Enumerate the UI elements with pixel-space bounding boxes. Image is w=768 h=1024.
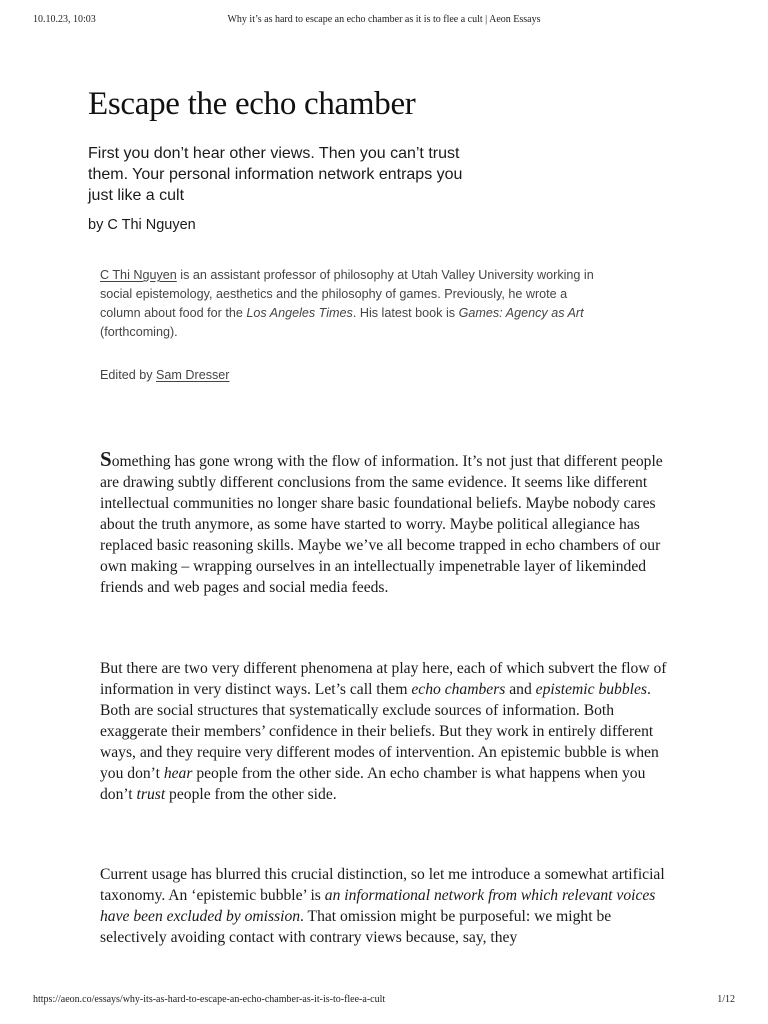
print-url: https://aeon.co/essays/why-its-as-hard-to-escape-an-echo-chamber-as-it-is-to-flee-a-cult: [33, 994, 386, 1005]
editor-credit: [100, 368, 230, 382]
paragraph-emphasis: an informational network from which relevant voices have been excluded by omission: [100, 887, 656, 925]
editor-prefix: Edited by: [100, 368, 157, 382]
print-page-title: Why it’s as hard to escape an echo chamber as it is to flee a cult | Aeon Essays: [227, 14, 541, 25]
paragraph-emphasis: trust: [136, 786, 166, 803]
bio-book-title: Games: Agency as Art: [458, 306, 584, 320]
paragraph-text: . Both are social structures that systematically exclude sources of information. Both exaggerate their members’ confidence in their beliefs. But they work in entirely different ways, and they require very different modes of intervention. An epistemic bubble is when you don’t: [100, 681, 659, 782]
paragraph-text: people from the other side.: [165, 786, 337, 803]
paragraph-text: and: [505, 681, 536, 698]
article-standfirst: First you don’t hear other views. Then you can’t trust them. Your personal information network entraps you just like a cult: [88, 145, 463, 204]
paragraph-text: . That omission might be purposeful: we might be selectively avoiding contact with contrary views because, say, they: [100, 908, 612, 946]
article-byline: by C Thi Nguyen: [88, 217, 196, 233]
print-footer: [33, 994, 735, 1008]
editor-link[interactable]: Sam Dresser: [156, 368, 230, 382]
bio-text: (forthcoming).: [100, 325, 178, 339]
body-paragraph-1: [100, 447, 680, 598]
body-paragraph-3: [100, 864, 680, 948]
paragraph-text: people from the other side. An echo chamber is what happens when you don’t: [100, 765, 646, 803]
paragraph-emphasis: echo chambers: [411, 681, 506, 698]
bio-text: . His latest book is: [352, 306, 459, 320]
drop-cap: S: [100, 447, 112, 471]
author-bio: [100, 266, 610, 342]
print-datetime: 10.10.23, 10:03: [33, 14, 96, 25]
bio-text: is an assistant professor of philosophy at Utah Valley University working in social epistemology, aesthetics and the philosophy of games. Previously, he wrote a column about food for the: [100, 268, 594, 320]
paragraph-emphasis: epistemic bubbles: [535, 681, 647, 698]
article-title: Escape the echo chamber: [88, 86, 416, 122]
paragraph-text: Current usage has blurred this crucial distinction, so let me introduce a somewhat artificial taxonomy. An ‘epistemic bubble’ is: [100, 866, 665, 904]
paragraph-text: omething has gone wrong with the flow of information. It’s not just that different people are drawing subtly different conclusions from the same evidence. It seems like different intellectual communities no longer share basic foundational beliefs. Maybe nobody cares about the truth anymore, as some have started to worry. Maybe political allegiance has replaced basic reasoning skills. Maybe we’ve all become trapped in echo chambers of our own making – wrapping ourselves in an intellectually impenetrable layer of likeminded friends and web pages and social media feeds.: [100, 453, 663, 596]
body-paragraph-2: [100, 658, 680, 805]
paragraph-text: But there are two very different phenomena at play here, each of which subvert the flow of information in very distinct ways. Let’s call them: [100, 660, 667, 698]
paragraph-emphasis: hear: [163, 765, 193, 782]
author-link[interactable]: C Thi Nguyen: [100, 268, 177, 282]
bio-publication: Los Angeles Times: [246, 306, 353, 320]
print-header: [33, 14, 735, 28]
print-page-number: 1/12: [717, 994, 735, 1005]
